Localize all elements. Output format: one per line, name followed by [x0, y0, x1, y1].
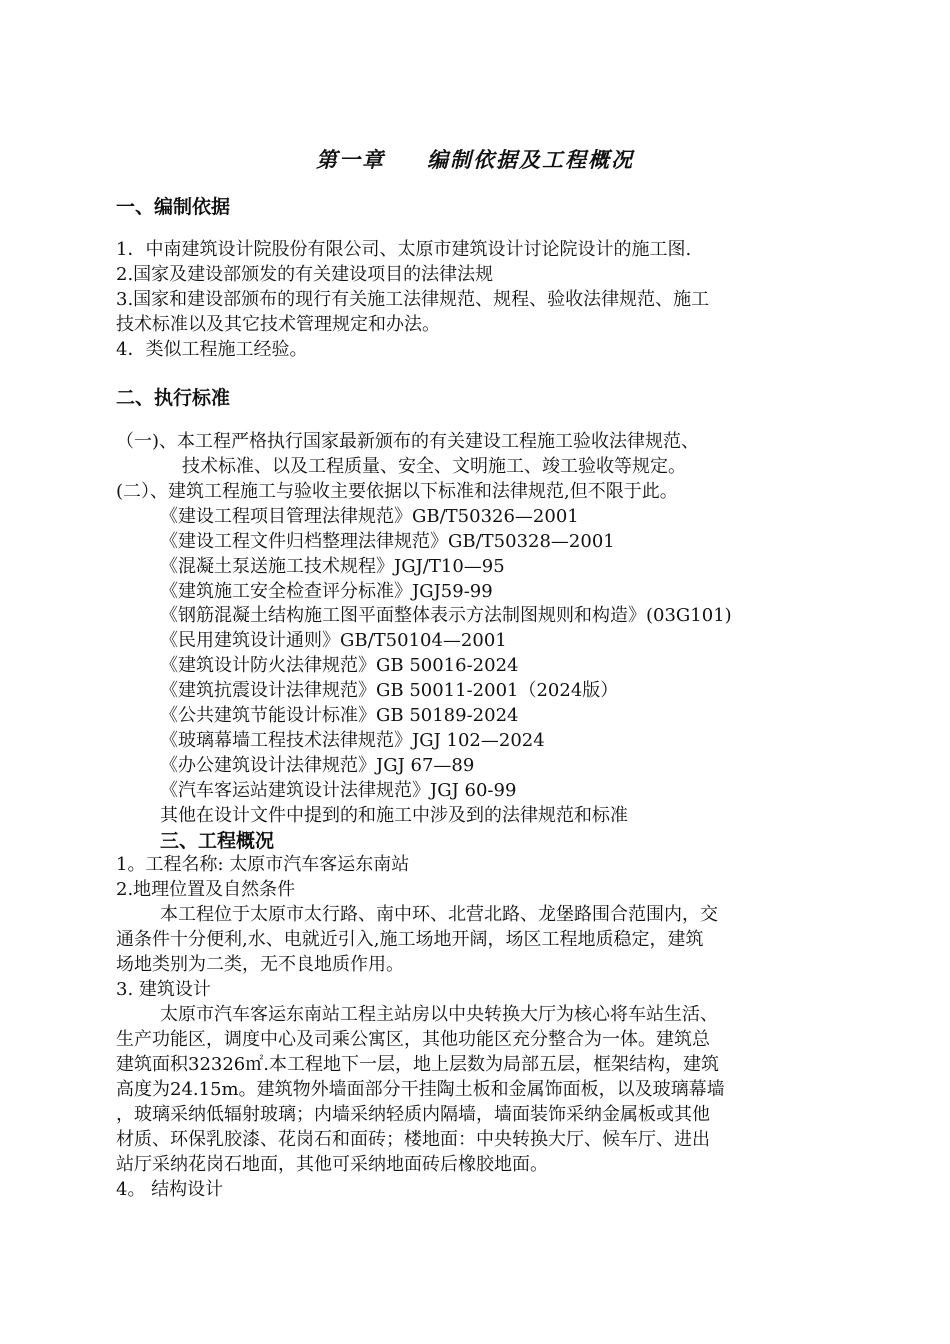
chapter-title: [0, 144, 950, 174]
basis-item-1: 1．中南建筑设计院股份有限公司、太原市建筑设计讨论院设计的施工图.: [116, 239, 692, 260]
basis-item-3-cont: 技术标准以及其它技术管理规定和办法。: [116, 314, 440, 335]
paragraph-line: ，玻璃采纳低辐射玻璃；内墙采纳轻质内隔墙，墙面装饰采纳金属板或其他: [116, 1104, 710, 1125]
paragraph-line: 建筑面积32326㎡.本工程地下一层，地上层数为局部五层，框架结构，建筑: [116, 1054, 719, 1075]
basis-item-3: 3.国家和建设部颁布的现行有关施工法律规范、规程、验收法律规范、施工: [116, 289, 710, 310]
overview-item-3: 3. 建筑设计: [116, 979, 211, 1000]
standard-entry: 《公共建筑节能设计标准》GB 50189-2024: [160, 705, 519, 726]
standards-item-2: (二）、建筑工程施工与验收主要依据以下标准和法律规范,但不限于此。: [116, 481, 678, 502]
standard-entry: 《民用建筑设计通则》GB/T50104—2001: [160, 630, 507, 651]
standard-entry: 《汽车客运站建筑设计法律规范》JGJ 60-99: [160, 780, 517, 801]
standards-item-1: （一)、本工程严格执行国家最新颁布的有关建设工程施工验收法律规范、: [116, 431, 700, 452]
standard-entry: 《建筑设计防火法律规范》GB 50016-2024: [160, 655, 519, 676]
standard-entry: 《建设工程项目管理法律规范》GB/T50326—2001: [160, 506, 579, 527]
chapter-name: 编制依据及工程概况: [427, 147, 634, 172]
paragraph-line: 本工程位于太原市太行路、南中环、北营北路、龙堡路围合范围内，交: [160, 904, 718, 925]
standards-others: 其他在设计文件中提到的和施工中涉及到的法律规范和标准: [160, 805, 628, 826]
section-heading-standards: 二、执行标准: [116, 387, 231, 409]
standard-entry: 《办公建筑设计法律规范》JGJ 67—89: [160, 755, 475, 776]
standard-entry: 《玻璃幕墙工程技术法律规范》JGJ 102—2024: [160, 730, 545, 751]
standards-item-1-cont: 技术标准、以及工程质量、安全、文明施工、竣工验收等规定。: [182, 456, 686, 477]
location-paragraph: [116, 902, 862, 977]
paragraph-line: 站厅采纳花岗石地面，其他可采纳地面砖后橡胶地面。: [116, 1154, 548, 1175]
overview-item-2: 2.地理位置及自然条件: [116, 879, 296, 900]
section-heading-overview: 三、工程概况: [160, 830, 275, 852]
paragraph-line: 材质、环保乳胶漆、花岗石和面砖；楼地面：中央转换大厅、候车厅、进出: [116, 1129, 710, 1150]
chapter-number: 第一章: [316, 147, 385, 172]
overview-item-1: 1。工程名称: 太原市汽车客运东南站: [116, 854, 410, 875]
standard-entry: 《建筑施工安全检查评分标准》JGJ59-99: [160, 581, 493, 602]
basis-item-4: 4．类似工程施工经验。: [116, 339, 308, 360]
paragraph-line: 太原市汽车客运东南站工程主站房以中央转换大厅为核心将车站生活、: [160, 1004, 718, 1025]
standard-entry: 《建筑抗震设计法律规范》GB 50011-2001（2024版）: [160, 680, 619, 701]
standard-entry: 《建设工程文件归档整理法律规范》GB/T50328—2001: [160, 531, 615, 552]
paragraph-line: 通条件十分便利,水、电就近引入,施工场地开阔，场区工程地质稳定，建筑: [116, 929, 704, 950]
standard-entry: 《钢筋混凝土结构施工图平面整体表示方法制图规则和构造》(03G101): [160, 605, 732, 626]
paragraph-line: 生产功能区，调度中心及司乘公寓区，其他功能区充分整合为一体。建筑总: [116, 1029, 710, 1050]
standard-entry: 《混凝土泵送施工技术规程》JGJ/T10—95: [160, 556, 505, 577]
basis-item-2: 2.国家及建设部颁发的有关建设项目的法律法规: [116, 264, 494, 285]
section-heading-basis: 一、编制依据: [116, 196, 231, 218]
overview-item-4: 4。 结构设计: [116, 1179, 224, 1200]
architecture-paragraph: [116, 1002, 862, 1177]
paragraph-line: 高度为24.15m。建筑物外墙面部分干挂陶土板和金属饰面板，以及玻璃幕墙: [116, 1079, 725, 1100]
paragraph-line: 场地类别为二类，无不良地质作用。: [116, 954, 404, 975]
